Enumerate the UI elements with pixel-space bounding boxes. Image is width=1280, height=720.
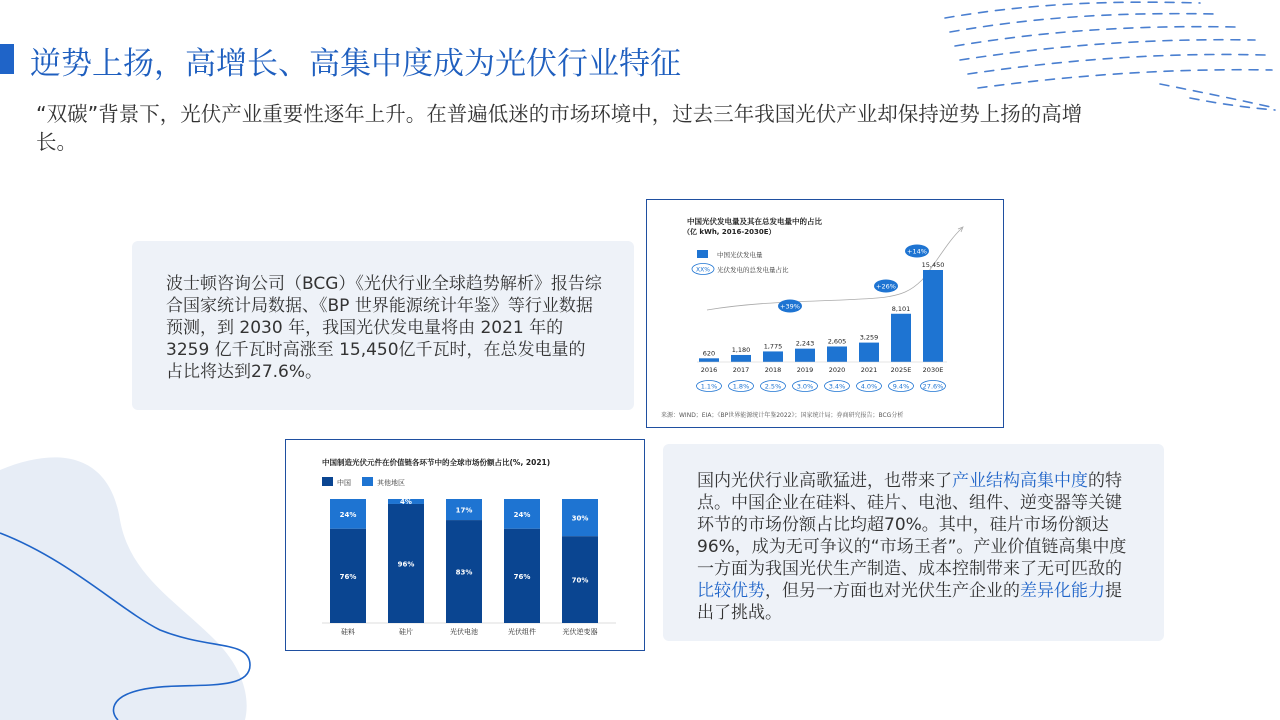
generation-value-label: 1,775 bbox=[763, 342, 783, 351]
category-tick-label: 光伏逆变器 bbox=[562, 628, 598, 636]
legend-label-generation: 中国光伏发电量 bbox=[717, 251, 763, 259]
generation-bar bbox=[795, 349, 815, 362]
other-region-value-label: 17% bbox=[455, 506, 473, 515]
year-tick-label: 2025E bbox=[890, 366, 912, 374]
concentration-text bbox=[697, 470, 1137, 624]
year-tick-label: 2019 bbox=[796, 366, 814, 374]
year-tick-label: 2016 bbox=[700, 366, 718, 374]
generation-value-label: 2,243 bbox=[795, 339, 815, 348]
legend-swatch-other bbox=[362, 477, 373, 486]
generation-bar bbox=[827, 346, 847, 362]
bcg-forecast-text: 波士顿咨询公司（BCG）《光伏行业全球趋势解析》报告综合国家统计局数据、《BP 世界能源统计年鉴》等行业数据预测，到 2030 年，我国光伏发电量将由 2021 年的 3259 亿千瓦时高涨至 15,450亿千瓦时，在总发电量的占比将达到27.6%。 bbox=[166, 274, 602, 382]
share-badge-label: 3.0% bbox=[796, 382, 814, 391]
legend-label-other: 其他地区 bbox=[377, 479, 405, 487]
market-share-chart-svg bbox=[286, 440, 644, 650]
other-region-value-label: 30% bbox=[571, 514, 589, 523]
bcg-forecast-card bbox=[132, 241, 634, 410]
year-tick-label: 2020 bbox=[828, 366, 846, 374]
generation-value-label: 15,450 bbox=[921, 261, 945, 269]
category-tick-label: 硅料 bbox=[341, 628, 355, 636]
china-value-label: 70% bbox=[571, 576, 589, 585]
highlight-comparative-advantage: 比较优势 bbox=[697, 581, 765, 601]
growth-badge-label: +14% bbox=[907, 247, 927, 256]
year-tick-label: 2018 bbox=[764, 366, 782, 374]
legend-label-china: 中国 bbox=[337, 479, 351, 487]
decorative-blob bbox=[0, 457, 247, 720]
generation-value-label: 2,605 bbox=[827, 337, 847, 346]
china-value-label: 83% bbox=[455, 568, 473, 577]
concentration-text-part: ，但另一方面也对光伏生产企业的 bbox=[765, 581, 1020, 601]
category-tick-label: 光伏组件 bbox=[508, 628, 536, 636]
concentration-text-part: 提出了挑战。 bbox=[697, 581, 1122, 623]
share-badge-label: 4.0% bbox=[860, 382, 878, 391]
legend-swatch-generation bbox=[697, 250, 708, 258]
generation-value-label: 620 bbox=[702, 349, 716, 358]
other-region-value-label: 24% bbox=[339, 510, 357, 519]
concentration-text-part: 国内光伏行业高歌猛进，也带来了 bbox=[697, 471, 952, 491]
market-share-chart bbox=[285, 439, 645, 651]
year-tick-label: 2030E bbox=[922, 366, 944, 374]
other-region-value-label: 4% bbox=[400, 498, 412, 506]
share-badge-label: 1.1% bbox=[700, 382, 718, 391]
generation-bar bbox=[891, 314, 911, 362]
generation-value-label: 1,180 bbox=[731, 345, 751, 354]
legend-badge-text: XX% bbox=[696, 266, 710, 274]
decorative-dashes bbox=[945, 2, 1275, 110]
share-badge-label: 2.5% bbox=[764, 382, 782, 391]
share-badge-label: 9.4% bbox=[892, 382, 910, 391]
generation-bar bbox=[859, 343, 879, 362]
highlight-differentiation: 差异化能力 bbox=[1020, 581, 1105, 601]
pv-generation-chart bbox=[646, 199, 1004, 428]
legend-label-share: 光伏发电的总发电量占比 bbox=[717, 266, 789, 274]
title-accent-bar bbox=[0, 44, 14, 74]
growth-badge-label: +39% bbox=[780, 302, 800, 311]
generation-bar bbox=[923, 270, 943, 362]
category-tick-label: 硅片 bbox=[399, 628, 413, 636]
year-tick-label: 2017 bbox=[732, 366, 750, 374]
intro-paragraph: “双碳”背景下，光伏产业重要性逐年上升。在普遍低迷的市场环境中，过去三年我国光伏产业却保持逆势上扬的高增长。 bbox=[36, 102, 1083, 154]
concentration-text-part: 的特点。中国企业在硅料、硅片、电池、组件、逆变器等关键环节的市场份额占比均超70%。其中，硅片市场份额达96%，成为无可争议的“市场王者”。产业价值链高集中度一方面为我国光伏生产制造、成本控制带来了无可匹敌的 bbox=[697, 471, 1127, 579]
generation-bar bbox=[699, 358, 719, 362]
china-value-label: 96% bbox=[397, 560, 415, 569]
generation-bar bbox=[763, 351, 783, 362]
generation-value-label: 8,101 bbox=[891, 304, 911, 313]
category-tick-label: 光伏电池 bbox=[450, 628, 478, 636]
china-value-label: 76% bbox=[513, 572, 531, 581]
legend-swatch-china bbox=[322, 477, 333, 486]
pv-generation-chart-svg bbox=[647, 200, 1003, 427]
highlight-industry-concentration: 产业结构高集中度 bbox=[952, 471, 1088, 491]
year-tick-label: 2021 bbox=[860, 366, 878, 374]
chart-source: 来源：WIND；EIA；《BP世界能源统计年鉴2022》；国家统计局；券商研究报告；BCG分析 bbox=[661, 412, 904, 419]
concentration-card bbox=[663, 444, 1164, 641]
share-badge-label: 27.6% bbox=[922, 382, 944, 391]
chart-subtitle: （亿 kWh, 2016-2030E） bbox=[683, 228, 776, 236]
other-region-value-label: 24% bbox=[513, 510, 531, 519]
share-badge-label: 3.4% bbox=[828, 382, 846, 391]
share-badge-label: 1.8% bbox=[732, 382, 750, 391]
chart-title: 中国制造光伏元件在价值链各环节中的全球市场份额占比(%, 2021) bbox=[322, 458, 551, 467]
generation-bar bbox=[731, 355, 751, 362]
china-value-label: 76% bbox=[339, 572, 357, 581]
chart-title: 中国光伏发电量及其在总发电量中的占比 bbox=[687, 217, 822, 226]
page-title: 逆势上扬，高增长、高集中度成为光伏行业特征 bbox=[30, 46, 681, 82]
generation-value-label: 3,259 bbox=[859, 333, 879, 342]
growth-badge-label: +26% bbox=[876, 282, 896, 291]
